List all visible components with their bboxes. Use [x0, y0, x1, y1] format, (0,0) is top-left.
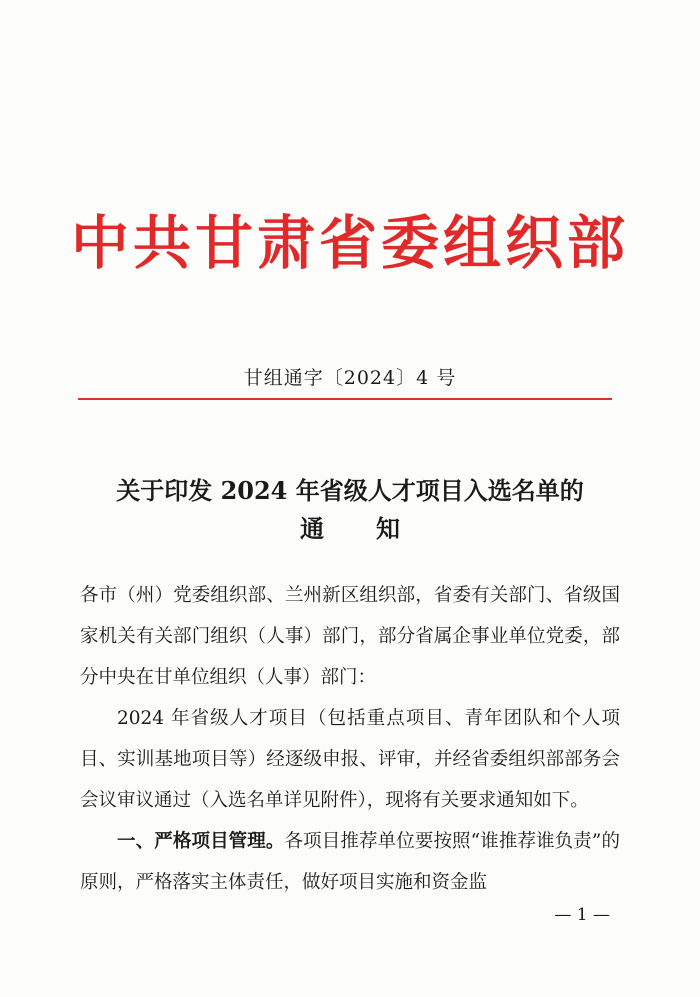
addressees-paragraph: 各市（州）党委组织部、兰州新区组织部，省委有关部门、省级国家机关有关部门组织（人事）部门，部分省属企事业单位党委，部分中央在甘单位组织（人事）部门： — [80, 585, 620, 688]
section-1-heading: 一、严格项目管理。 — [117, 831, 285, 852]
notice-title-line1: 关于印发 2024 年省级人才项目入选名单的 — [116, 476, 584, 505]
notice-body — [80, 575, 620, 903]
section-1-text: 各项目推荐单位要按照“谁推荐谁负责”的原则，严格落实主体责任，做好项目实施和资金监 — [80, 831, 620, 893]
section-1-paragraph — [80, 821, 620, 903]
document-number: 甘组通字〔2024〕4 号 — [243, 367, 457, 389]
page-number: — 1 — — [554, 905, 610, 925]
issuing-organization: 中共甘肃省委组织部 — [70, 209, 629, 277]
notice-title-line2: 通知 — [300, 514, 452, 543]
notice-title — [0, 472, 700, 548]
red-divider-line — [78, 398, 612, 400]
intro-paragraph: 2024 年省级人才项目（包括重点项目、青年团队和个人项目、实训基地项目等）经逐级申报、评审，并经省委组织部部务会会议审议通过（入选名单详见附件），现将有关要求通知如下。 — [80, 708, 620, 811]
